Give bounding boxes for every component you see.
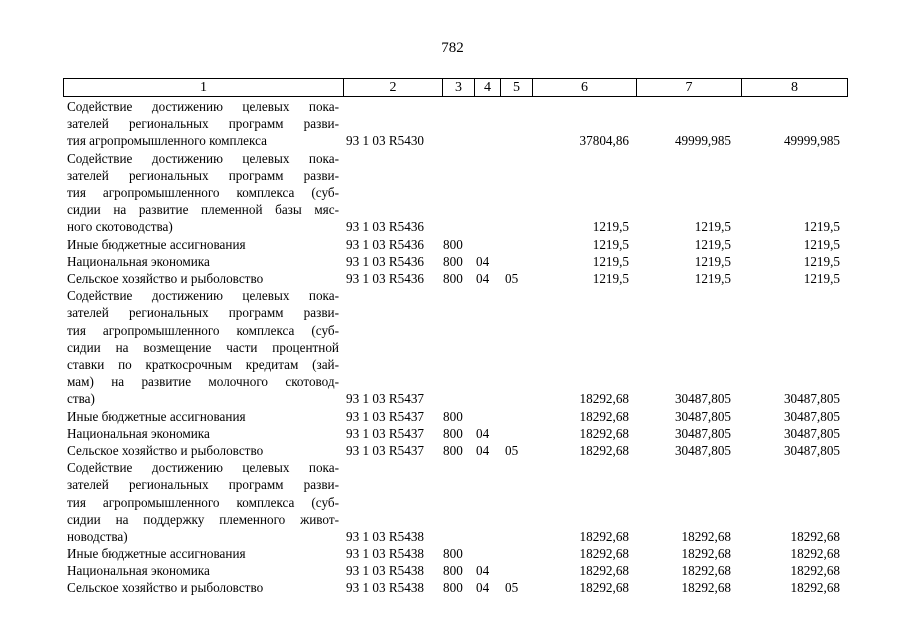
row-description-line: сидии на развитие племенной базы мяс- bbox=[67, 202, 339, 218]
amount-col6-cell: 18292,68 bbox=[579, 580, 629, 596]
amount-col8-cell: 1219,5 bbox=[803, 270, 840, 286]
budget-code-cell: 93 1 03 R5437 bbox=[346, 442, 425, 458]
table-row bbox=[0, 270, 905, 287]
amount-col8-cell: 30487,805 bbox=[783, 408, 840, 424]
budget-table-body bbox=[0, 98, 905, 597]
table-row bbox=[0, 442, 905, 459]
table-row bbox=[0, 150, 905, 236]
amount-col7-cell: 1219,5 bbox=[694, 219, 731, 235]
budget-code-cell: 93 1 03 R5438 bbox=[346, 580, 425, 596]
column-header-table bbox=[63, 78, 848, 97]
amount-col7-cell: 30487,805 bbox=[674, 408, 731, 424]
expense-type-cell: 800 bbox=[443, 253, 463, 269]
amount-col6-cell: 18292,68 bbox=[579, 391, 629, 407]
amount-col7-cell: 30487,805 bbox=[674, 391, 731, 407]
expense-type-cell: 800 bbox=[443, 408, 463, 424]
row-description bbox=[67, 253, 339, 270]
budget-code-cell: 93 1 03 R5438 bbox=[346, 546, 425, 562]
row-description-line: Сельское хозяйство и рыболовство bbox=[67, 270, 264, 286]
amount-col8-cell: 18292,68 bbox=[790, 528, 840, 544]
column-header-row bbox=[64, 79, 848, 97]
section-cell: 04 bbox=[476, 253, 490, 269]
amount-col7-cell: 1219,5 bbox=[694, 253, 731, 269]
row-description bbox=[67, 545, 339, 562]
expense-type-cell: 800 bbox=[443, 270, 463, 286]
row-description bbox=[67, 150, 339, 236]
row-description-line: Содействие достижению целевых пока- bbox=[67, 460, 339, 476]
row-description-line: новодства) bbox=[67, 528, 128, 544]
row-description-line: Содействие достижению целевых пока- bbox=[67, 150, 339, 166]
amount-col6-cell: 18292,68 bbox=[579, 528, 629, 544]
amount-col7-cell: 49999,985 bbox=[674, 133, 731, 149]
column-header-1: 1 bbox=[64, 79, 344, 97]
budget-code-cell: 93 1 03 R5436 bbox=[346, 219, 425, 235]
budget-code-cell: 93 1 03 R5436 bbox=[346, 270, 425, 286]
expense-type-cell: 800 bbox=[443, 236, 463, 252]
amount-col8-cell: 18292,68 bbox=[790, 563, 840, 579]
amount-col8-cell: 18292,68 bbox=[790, 546, 840, 562]
amount-col6-cell: 18292,68 bbox=[579, 425, 629, 441]
amount-col6-cell: 18292,68 bbox=[579, 408, 629, 424]
column-header-4: 4 bbox=[475, 79, 501, 97]
amount-col7-cell: 18292,68 bbox=[681, 546, 731, 562]
row-description-line: тия агропромышленного комплекса (суб- bbox=[67, 185, 339, 200]
amount-col7-cell: 18292,68 bbox=[681, 563, 731, 579]
expense-type-cell: 800 bbox=[443, 563, 463, 579]
row-description-line: Сельское хозяйство и рыболовство bbox=[67, 580, 264, 596]
expense-type-cell: 800 bbox=[443, 580, 463, 596]
table-row bbox=[0, 287, 905, 407]
row-description-line: зателей региональных программ разви- bbox=[67, 167, 339, 183]
amount-col6-cell: 1219,5 bbox=[592, 270, 629, 286]
table-row bbox=[0, 545, 905, 562]
row-description-line: ного скотоводства) bbox=[67, 219, 173, 235]
column-header-8: 8 bbox=[742, 79, 848, 97]
column-header-6: 6 bbox=[533, 79, 637, 97]
budget-code-cell: 93 1 03 R5436 bbox=[346, 236, 425, 252]
table-row bbox=[0, 408, 905, 425]
amount-col7-cell: 30487,805 bbox=[674, 425, 731, 441]
row-description-line: зателей региональных программ разви- bbox=[67, 477, 339, 493]
amount-col6-cell: 18292,68 bbox=[579, 546, 629, 562]
row-description bbox=[67, 459, 339, 545]
column-header-5: 5 bbox=[501, 79, 533, 97]
amount-col6-cell: 1219,5 bbox=[592, 236, 629, 252]
amount-col7-cell: 18292,68 bbox=[681, 580, 731, 596]
budget-code-cell: 93 1 03 R5438 bbox=[346, 528, 425, 544]
subsection-cell: 05 bbox=[505, 580, 519, 596]
row-description bbox=[67, 579, 339, 596]
row-description bbox=[67, 442, 339, 459]
row-description bbox=[67, 98, 339, 150]
column-header-7: 7 bbox=[637, 79, 742, 97]
row-description bbox=[67, 425, 339, 442]
expense-type-cell: 800 bbox=[443, 546, 463, 562]
row-description-line: Национальная экономика bbox=[67, 563, 210, 579]
row-description bbox=[67, 270, 339, 287]
row-description-line: Иные бюджетные ассигнования bbox=[67, 408, 246, 424]
amount-col8-cell: 1219,5 bbox=[803, 236, 840, 252]
row-description-line: Сельское хозяйство и рыболовство bbox=[67, 442, 264, 458]
section-cell: 04 bbox=[476, 580, 490, 596]
row-description-line: Национальная экономика bbox=[67, 425, 210, 441]
table-row bbox=[0, 459, 905, 545]
subsection-cell: 05 bbox=[505, 270, 519, 286]
section-cell: 04 bbox=[476, 563, 490, 579]
row-description-line: сидии на поддержку племенного живот- bbox=[67, 511, 339, 527]
row-description-line: ставки по краткосрочным кредитам (зай- bbox=[67, 356, 339, 372]
expense-type-cell: 800 bbox=[443, 442, 463, 458]
row-description bbox=[67, 562, 339, 579]
row-description-line: тия агропромышленного комплекса (суб- bbox=[67, 494, 339, 510]
row-description-line: тия агропромышленного комплекса (суб- bbox=[67, 322, 339, 338]
amount-col8-cell: 30487,805 bbox=[783, 442, 840, 458]
amount-col8-cell: 49999,985 bbox=[783, 133, 840, 149]
row-description bbox=[67, 408, 339, 425]
amount-col7-cell: 18292,68 bbox=[681, 528, 731, 544]
amount-col7-cell: 1219,5 bbox=[694, 236, 731, 252]
amount-col8-cell: 30487,805 bbox=[783, 425, 840, 441]
table-row bbox=[0, 98, 905, 150]
amount-col8-cell: 1219,5 bbox=[803, 253, 840, 269]
budget-code-cell: 93 1 03 R5438 bbox=[346, 563, 425, 579]
subsection-cell: 05 bbox=[505, 442, 519, 458]
budget-code-cell: 93 1 03 R5437 bbox=[346, 391, 425, 407]
amount-col6-cell: 18292,68 bbox=[579, 442, 629, 458]
section-cell: 04 bbox=[476, 425, 490, 441]
budget-code-cell: 93 1 03 R5437 bbox=[346, 425, 425, 441]
expense-type-cell: 800 bbox=[443, 425, 463, 441]
section-cell: 04 bbox=[476, 270, 490, 286]
column-header-2: 2 bbox=[344, 79, 443, 97]
amount-col6-cell: 1219,5 bbox=[592, 253, 629, 269]
budget-code-cell: 93 1 03 R5430 bbox=[346, 133, 425, 149]
section-cell: 04 bbox=[476, 442, 490, 458]
amount-col6-cell: 18292,68 bbox=[579, 563, 629, 579]
row-description-line: тия агропромышленного комплекса bbox=[67, 133, 267, 149]
amount-col8-cell: 1219,5 bbox=[803, 219, 840, 235]
table-row bbox=[0, 425, 905, 442]
page-number: 782 bbox=[441, 40, 464, 56]
row-description-line: Содействие достижению целевых пока- bbox=[67, 288, 339, 304]
amount-col7-cell: 1219,5 bbox=[694, 270, 731, 286]
row-description-line: зателей региональных программ разви- bbox=[67, 116, 339, 132]
budget-code-cell: 93 1 03 R5437 bbox=[346, 408, 425, 424]
row-description-line: мам) на развитие молочного скотовод- bbox=[67, 374, 339, 390]
row-description-line: Содействие достижению целевых пока- bbox=[67, 99, 339, 114]
row-description-line: зателей региональных программ разви- bbox=[67, 305, 339, 321]
amount-col8-cell: 30487,805 bbox=[783, 391, 840, 407]
table-row bbox=[0, 236, 905, 253]
amount-col7-cell: 30487,805 bbox=[674, 442, 731, 458]
table-row bbox=[0, 253, 905, 270]
budget-code-cell: 93 1 03 R5436 bbox=[346, 253, 425, 269]
amount-col6-cell: 1219,5 bbox=[592, 219, 629, 235]
row-description-line: ства) bbox=[67, 391, 95, 407]
row-description-line: Иные бюджетные ассигнования bbox=[67, 236, 246, 252]
table-row bbox=[0, 562, 905, 579]
amount-col6-cell: 37804,86 bbox=[579, 133, 629, 149]
amount-col8-cell: 18292,68 bbox=[790, 580, 840, 596]
row-description-line: сидии на возмещение части процентной bbox=[67, 339, 339, 355]
table-row bbox=[0, 579, 905, 596]
row-description-line: Национальная экономика bbox=[67, 253, 210, 269]
row-description-line: Иные бюджетные ассигнования bbox=[67, 546, 246, 562]
row-description bbox=[67, 236, 339, 253]
column-header-3: 3 bbox=[443, 79, 475, 97]
row-description bbox=[67, 287, 339, 407]
